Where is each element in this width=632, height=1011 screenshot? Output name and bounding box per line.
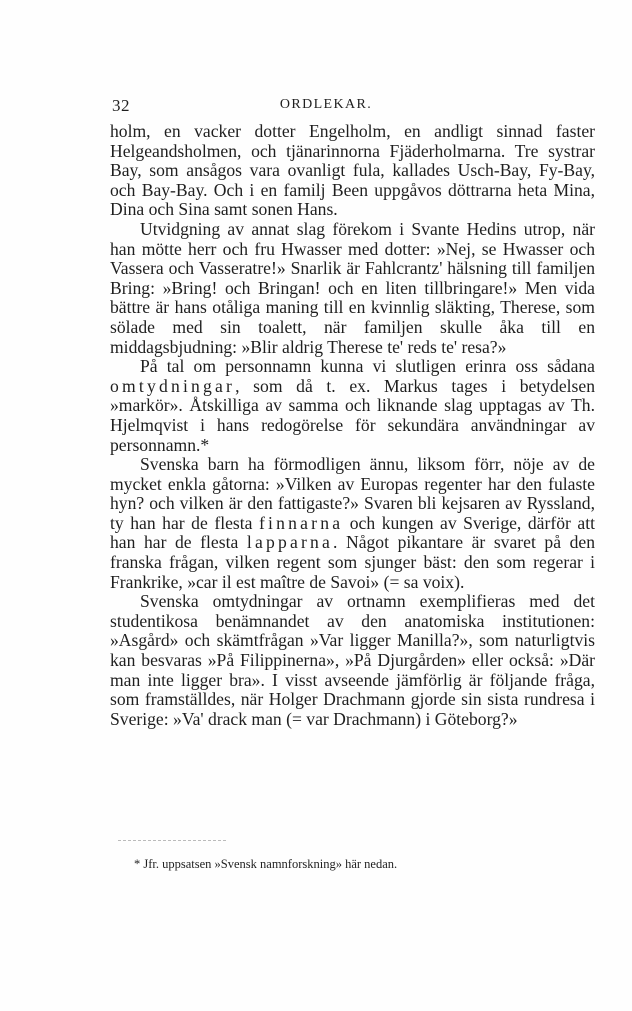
paragraph-3: [110, 357, 595, 455]
body-text: [110, 122, 595, 729]
spaced-word-lapparna: lapparna: [246, 532, 334, 553]
running-title: ORDLEKAR.: [279, 97, 373, 112]
paragraph-3-text-b: , som då t. ex. Markus tages i betydelsen »markör». Åtskilliga av samma och liknande slag upptagas av Th. Hjelmqvist i hans redogörelse för sekundära användningar av personnamn.*: [110, 375, 595, 455]
paragraph-3-text-a: På tal om personnamn kunna vi slutligen erinra oss sådana: [140, 356, 595, 377]
page-number: 32: [112, 96, 130, 115]
spaced-word-finnarna: finnarna: [258, 512, 344, 533]
paragraph-5: Svenska omtydningar av ortnamn exemplifieras med det studentikosa benämnandet av den anatomiska institutionen: »Asgård» och skämtfrågan »Var ligger Manilla?», som naturligtvis kan besvaras »På Filippinerna», »På Djurgården» eller också: »Där man inte ligger bra». I visst avseende jämförlig är följande fråga, som framställdes, när Holger Drachmann gjorde sin sista rundresa i Sverige: »Va' drack man (= var Drachmann) i Göteborg?»: [110, 591, 595, 729]
spaced-word-omtydningar: omtydningar: [110, 375, 236, 396]
footnote: * Jfr. uppsatsen »Svensk namnforskning» här nedan.: [134, 857, 398, 871]
paragraph-4-text-b: och kungen av Sverige, därför att han har de flesta: [110, 512, 595, 553]
paragraph-1: holm, en vacker dotter Engelholm, en andligt sinnad faster Helgeandsholmen, och tjänarinnorna Fjäderholmarna. Tre systrar Bay, som ansågos vara ovanligt fula, kallades Usch-Bay, Fy-Bay, och Bay-Bay. Och i en familj Been uppgåvos döttrarna heta Mina, Dina och Sina samt sonen Hans.: [110, 121, 595, 220]
paragraph-4-text-a: Svenska barn ha förmodligen ännu, liksom förr, nöje av de mycket enkla gåtorna: »Vilken av Europas regenter har den fulaste hyn? och vilken är den fattigaste?» Svaren bli kejsaren av Ryssland, ty han har de flesta: [110, 454, 595, 533]
paragraph-2: Utvidgning av annat slag förekom i Svante Hedins utrop, när han mötte herr och fru Hwasser med dotter: »Nej, se Hwasser och Vassera och Vasseratre!» Snarlik är Fahlcrantz' hälsning till familjen Bring: »Bring! och Bringan! och en liten tillbringare!» Men vida bättre är hans otåliga maning till en kvinnlig släkting, Therese, som sölade med sin toalett, när familjen skulle åka till en middagsbjudning: »Blir aldrig Therese te' reds te' resa?»: [110, 218, 595, 357]
footnote-divider: [118, 840, 226, 841]
paragraph-4-text-c: . Något pikantare är svaret på den franska frågan, vilken regent som sjunger bäst: den som regerar i Frankrike, »car il est maître de Savoi» (= sa voix).: [110, 532, 595, 592]
paragraph-4: [110, 455, 595, 592]
